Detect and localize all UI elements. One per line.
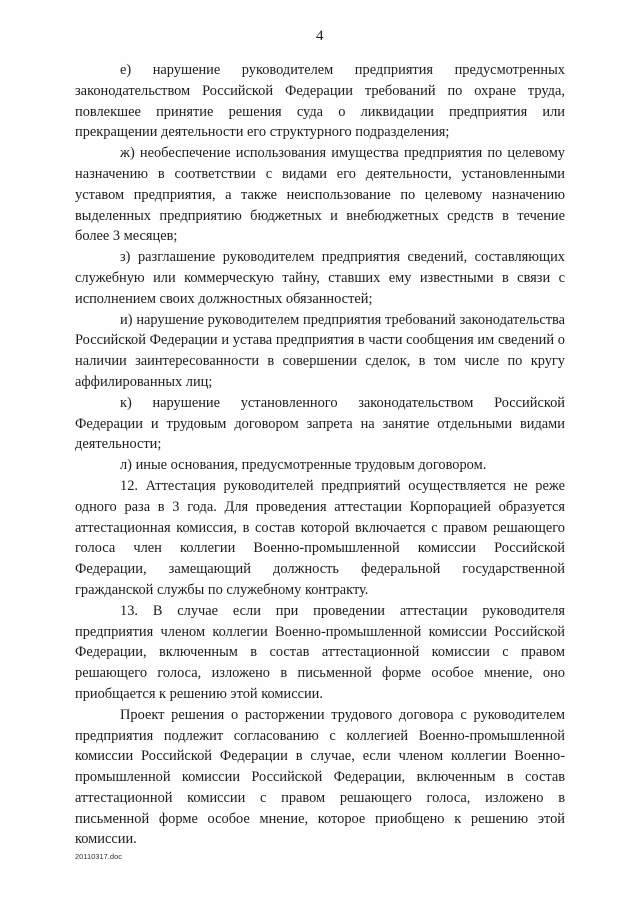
paragraph-z: з) разглашение руководителем предприятия сведений, составляющих служебную или коммерческую тайну, ставших ему известными в связи с исполнением своих должностных обязанностей;: [75, 249, 565, 307]
paragraph-e: е) нарушение руководителем предприятия предусмотренных законодательством Российской Федерации требований по охране труда, повлекшее принятие решения суда о ликвидации предприятия или прекращении деятельности его структурного подразделения;: [75, 62, 565, 141]
paragraph-13: 13. В случае если при проведении аттестации руководителя предприятия членом коллегии Военно-промышленной комиссии Российской Федерации, включенным в состав аттестационной комиссии с правом решающего голоса, изложено в письменной форме особое мнение, оно приобщается к решению этой комиссии.: [75, 602, 565, 702]
page-number: 4: [316, 28, 324, 44]
paragraph-termination-draft: Проект решения о расторжении трудового договора с руководителем предприятия подлежит согласованию с коллегией Военно-промышленной комиссии Российской Федерации в случае, если членом коллегии Военно-промышленной комиссии Российской Федерации, включенным в состав аттестационной комиссии с правом решающего голоса, изложено в письменной форме особое мнение, которое приобщено к решению этой комиссии.: [75, 706, 565, 848]
paragraph-k: к) нарушение установленного законодательством Российской Федерации и трудовым договором запрета на занятие отдельными видами деятельности;: [75, 394, 565, 453]
paragraph-i: и) нарушение руководителем предприятия требований законодательства Российской Федерации и устава предприятия в части сообщения им сведений о наличии заинтересованности в совершении сделок, в том числе по кругу аффилированных лиц;: [75, 311, 565, 390]
paragraph-l: л) иные основания, предусмотренные трудовым договором.: [120, 457, 487, 474]
footer-filename: 20110317.doc: [75, 852, 122, 861]
paragraph-12: 12. Аттестация руководителей предприятий осуществляется не реже одного раза в 3 года. Для проведения аттестации Корпорацией образуется аттестационная комиссия, в состав которой включается с правом решающего голоса член коллегии Военно-промышленной комиссии Российской Федерации, замещающий должность федеральной государственной гражданской службы по служебному контракту.: [75, 477, 565, 598]
paragraph-zh: ж) необеспечение использования имущества предприятия по целевому назначению в соответствии с видами его деятельности, установленными уставом предприятия, а также неиспользование по целевому назначению выделенных предприятию бюджетных и внебюджетных средств в течение более 3 месяцев;: [75, 145, 565, 245]
document-body: [75, 60, 565, 850]
